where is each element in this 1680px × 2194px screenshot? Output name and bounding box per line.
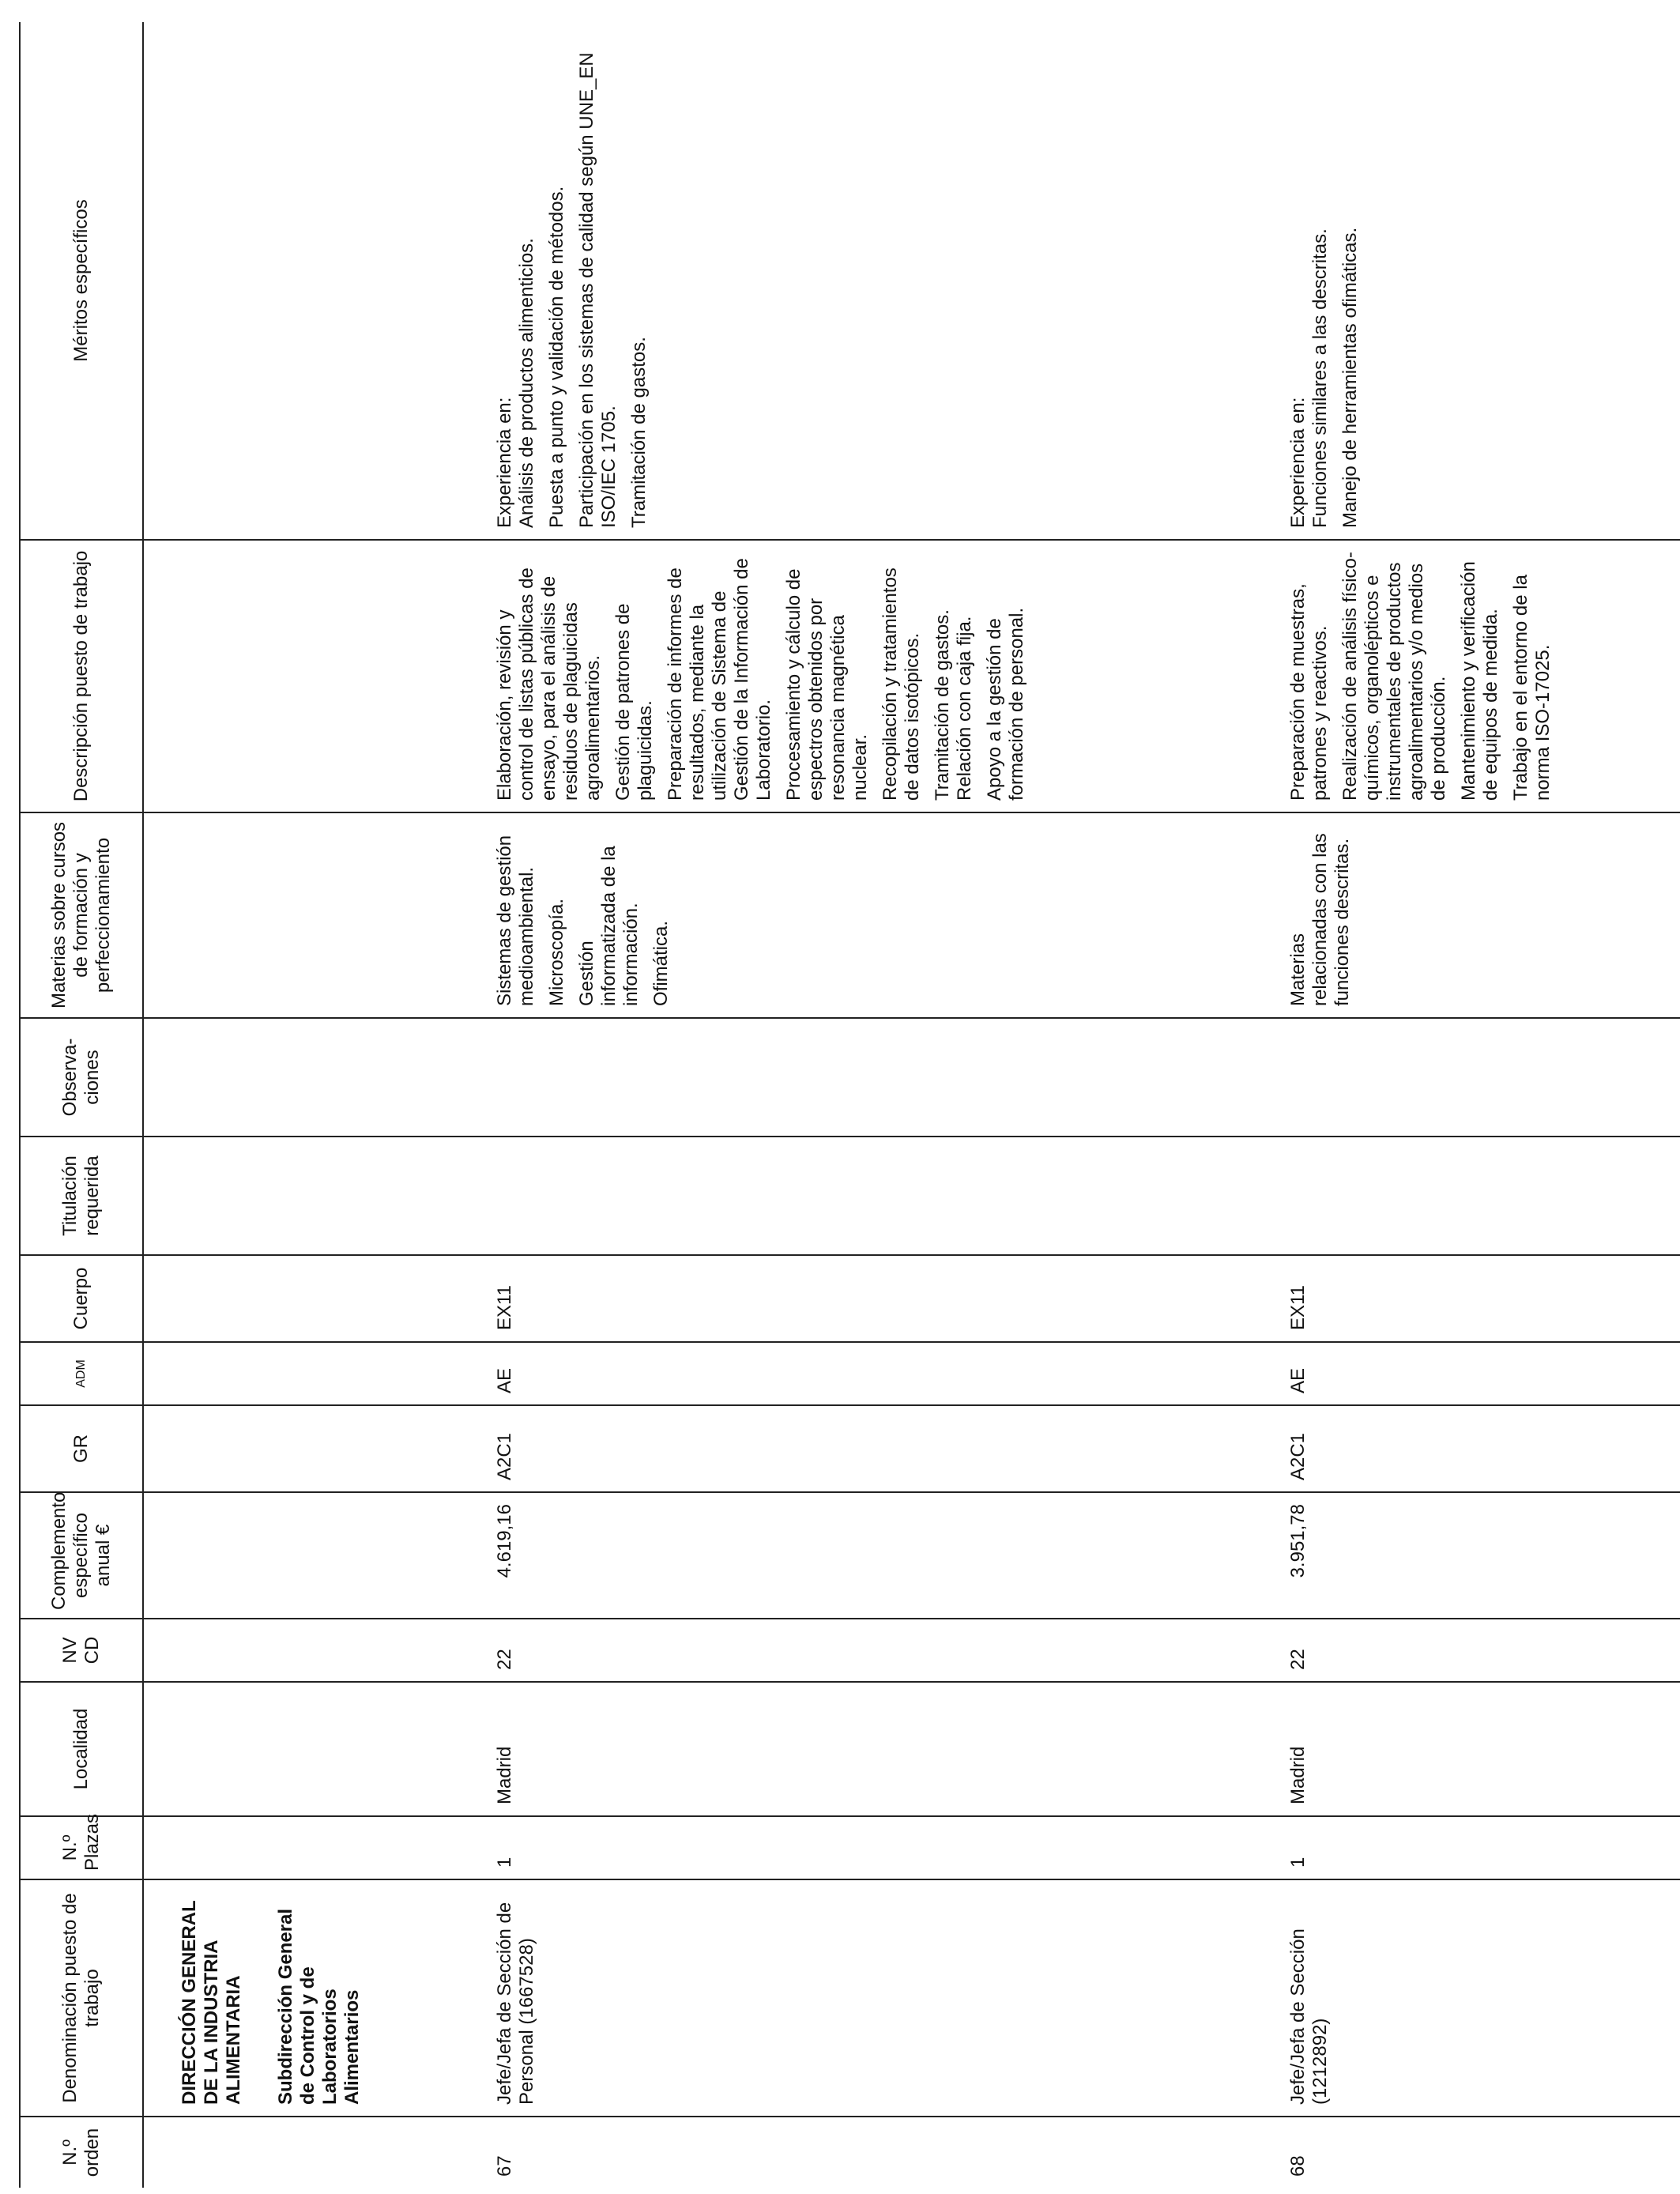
header-cuerpo: Cuerpo	[20, 1255, 143, 1342]
unit-subdireccion: Subdirección General de Control y de Laboratorios Alimentarios	[275, 1908, 363, 2105]
descripcion-item: Recopilación y tratamientos de datos isotópicos.	[880, 567, 923, 801]
descripcion-item: Elaboración, revisión y control de listas públicas de ensayo, para el análisis de residuos de plaguicidas agroalimentarios.	[494, 567, 604, 801]
complemento-cell: 3.951,78	[1287, 1492, 1680, 1619]
descripcion-item: Mantenimiento y verificación de equipos de medida.	[1458, 561, 1501, 801]
descripcion-item: Gestión de patrones de plaguicidas.	[612, 603, 656, 801]
unit-direccion: DIRECCIÓN GENERAL DE LA INDUSTRIA ALIMENTARIA	[179, 1900, 244, 2105]
unit-cell	[143, 1879, 478, 2117]
descripcion-item: Trabajo en el entorno de la norma ISO-17025.	[1510, 575, 1554, 801]
header-titulacion: Titulación requerida	[20, 1137, 143, 1255]
header-descripcion: Descripción puesto de trabajo	[20, 540, 143, 812]
descripcion-cell	[478, 540, 1287, 812]
localidad-cell: Madrid	[1287, 1682, 1680, 1816]
materias-item: Sistemas de gestión medioambiental.	[494, 835, 537, 1006]
orden-cell: 68	[1287, 2155, 1309, 2177]
materias-item: Microscopía.	[546, 898, 567, 1006]
observaciones-cell	[1287, 1018, 1680, 1137]
observaciones-cell	[478, 1018, 1287, 1137]
meritos-item: Manejo de herramientas ofimáticas.	[1339, 227, 1361, 528]
descripcion-item: Tramitación de gastos.	[932, 609, 953, 801]
adm-cell: AE	[478, 1342, 1287, 1405]
header-row	[20, 22, 143, 2188]
titulacion-cell	[478, 1137, 1287, 1255]
descripcion-cell	[1287, 540, 1680, 812]
materias-cell	[478, 812, 1287, 1018]
gr-cell: A2C1	[478, 1405, 1287, 1492]
materias-item: Ofimática.	[650, 920, 672, 1006]
header-plazas: N.º Plazas	[20, 1816, 143, 1879]
denominacion-cell: Jefe/Jefa de Sección de Personal (1667528)	[478, 1879, 1287, 2117]
materias-item: Materias relacionadas con las funciones descritas.	[1287, 833, 1353, 1006]
descripcion-item: Realización de análisis físico-químicos, organolépticos e instrumentales de productos agroalimentarios y/o medios de producción.	[1339, 552, 1449, 801]
nvcd-cell: 22	[1287, 1619, 1680, 1682]
cuerpo-cell: EX11	[478, 1255, 1287, 1342]
table-row	[1287, 22, 1680, 2188]
unit-row	[143, 22, 478, 2188]
header-meritos: Méritos específicos	[20, 22, 143, 540]
adm-cell: AE	[1287, 1342, 1680, 1405]
meritos-item: Análisis de productos alimenticios.	[516, 238, 537, 528]
header-nvcd: NV CD	[20, 1619, 143, 1682]
nvcd-cell: 22	[478, 1619, 1287, 1682]
descripcion-item: Preparación de informes de resultados, mediante la utilización de Sistema de Gestión de la Información de Laboratorio.	[665, 558, 774, 801]
meritos-item: Funciones similares a las descritas.	[1309, 228, 1331, 528]
header-denominacion: Denominación puesto de trabajo	[20, 1879, 143, 2117]
plazas-cell: 1	[1287, 1816, 1680, 1879]
meritos-item: Experiencia en:	[1287, 397, 1309, 528]
materias-item: Gestión informatizada de la información.	[576, 846, 642, 1006]
localidad-cell: Madrid	[478, 1682, 1287, 1816]
rotated-page	[19, 22, 1663, 2188]
table-row	[478, 22, 1287, 2188]
materias-cell	[1287, 812, 1680, 1018]
descripcion-item: Preparación de muestras, patrones y reactivos.	[1287, 583, 1331, 801]
header-adm: ADM	[20, 1342, 143, 1405]
meritos-item: Tramitación de gastos.	[628, 337, 650, 528]
complemento-cell: 4.619,16	[478, 1492, 1287, 1619]
meritos-item: Participación en los sistemas de calidad según UNE_EN ISO/IEC 1705.	[576, 52, 620, 528]
header-complemento: Complemento específico anual €	[20, 1492, 143, 1619]
titulacion-cell	[1287, 1137, 1680, 1255]
header-materias: Materias sobre cursos de formación y perfeccionamiento	[20, 812, 143, 1018]
header-orden: N.º orden	[20, 2117, 143, 2188]
meritos-item: Puesta a punto y validación de métodos.	[546, 186, 567, 528]
meritos-item: Experiencia en:	[494, 397, 515, 528]
gr-cell: A2C1	[1287, 1405, 1680, 1492]
denominacion-cell: Jefe/Jefa de Sección (1212892)	[1287, 1879, 1680, 2117]
header-gr: GR	[20, 1405, 143, 1492]
cuerpo-cell: EX11	[1287, 1255, 1680, 1342]
header-observaciones: Observa- ciones	[20, 1018, 143, 1137]
job-positions-table	[19, 22, 1680, 2188]
meritos-cell	[1287, 22, 1680, 540]
plazas-cell: 1	[478, 1816, 1287, 1879]
header-localidad: Localidad	[20, 1682, 143, 1816]
descripcion-item: Procesamiento y cálculo de espectros obtenidos por resonancia magnética nuclear.	[783, 568, 871, 801]
descripcion-item: Relación con caja fija.	[954, 616, 975, 801]
descripcion-item: Apoyo a la gestión de formación de personal.	[984, 607, 1027, 801]
meritos-cell	[478, 22, 1287, 540]
orden-cell: 67	[494, 2155, 515, 2177]
